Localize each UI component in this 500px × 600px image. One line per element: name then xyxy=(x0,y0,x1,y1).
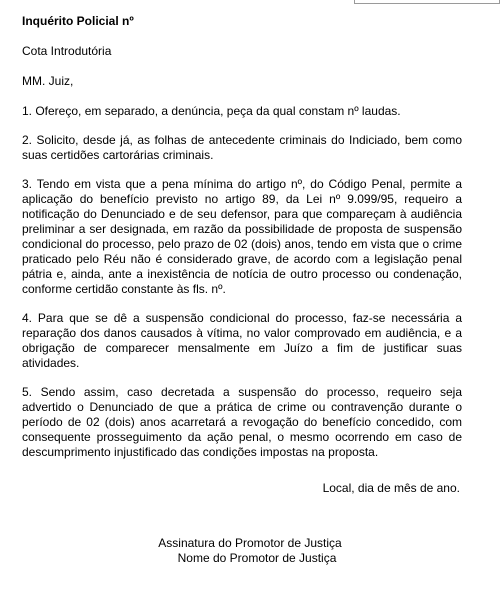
signature-line: Assinatura do Promotor de Justiça xyxy=(158,536,342,550)
paragraph-3: 3. Tendo em vista que a pena mínima do artigo nº, do Código Penal, permite a aplicação do benefício previsto no artigo 89, da Lei nº 9.099/95, requeiro a notificação do Denunciado e de seu defensor, para que compareçam à audiência preliminar a ser designada, em razão da possibilidade de proposta de suspensão condicional do processo, pelo prazo de 02 (dois) anos, tendo em vista que o crime praticado pelo Réu não é considerado grave, de acordo com a legislação penal pátria e, ainda, ante a inexistência de notícia de outro processo ou condenação, conforme certidão constante às fls. nº. xyxy=(22,177,462,296)
paragraph-5: 5. Sendo assim, caso decretada a suspensão do processo, requeiro seja advertido o Denunciado de que a prática de crime ou contravenção durante o período de 02 (dois) anos acarretará a revogação do benefício concedido, com consequente prosseguimento da ação penal, o mesmo ocorrendo em caso de descumprimento injustificado das condições impostas na proposta. xyxy=(22,385,462,459)
prosecutor-name: Nome do Promotor de Justiça xyxy=(177,551,337,565)
paragraph-4: 4. Para que se dê a suspensão condicional do processo, faz-se necessária a reparação dos danos causados à vítima, no valor comprovado em audiência, e a obrigação de comparecer mensalmente em Juízo a fim de justificar suas atividades. xyxy=(22,311,462,370)
paragraph-1: 1. Ofereço, em separado, a denúncia, peça da qual constam nº laudas. xyxy=(22,104,401,118)
signature-block xyxy=(0,536,500,566)
document-title: Inquérito Policial nº xyxy=(22,14,134,28)
paragraph-2: 2. Solicito, desde já, as folhas de antecedente criminais do Indiciado, bem como suas certidões cartorárias criminais. xyxy=(22,133,462,162)
document-body xyxy=(22,14,462,460)
salutation: MM. Juiz, xyxy=(22,74,74,88)
corner-box xyxy=(354,0,500,4)
document-subtitle: Cota Introdutória xyxy=(22,44,112,58)
closing-line: Local, dia de mês de ano. xyxy=(322,481,460,495)
